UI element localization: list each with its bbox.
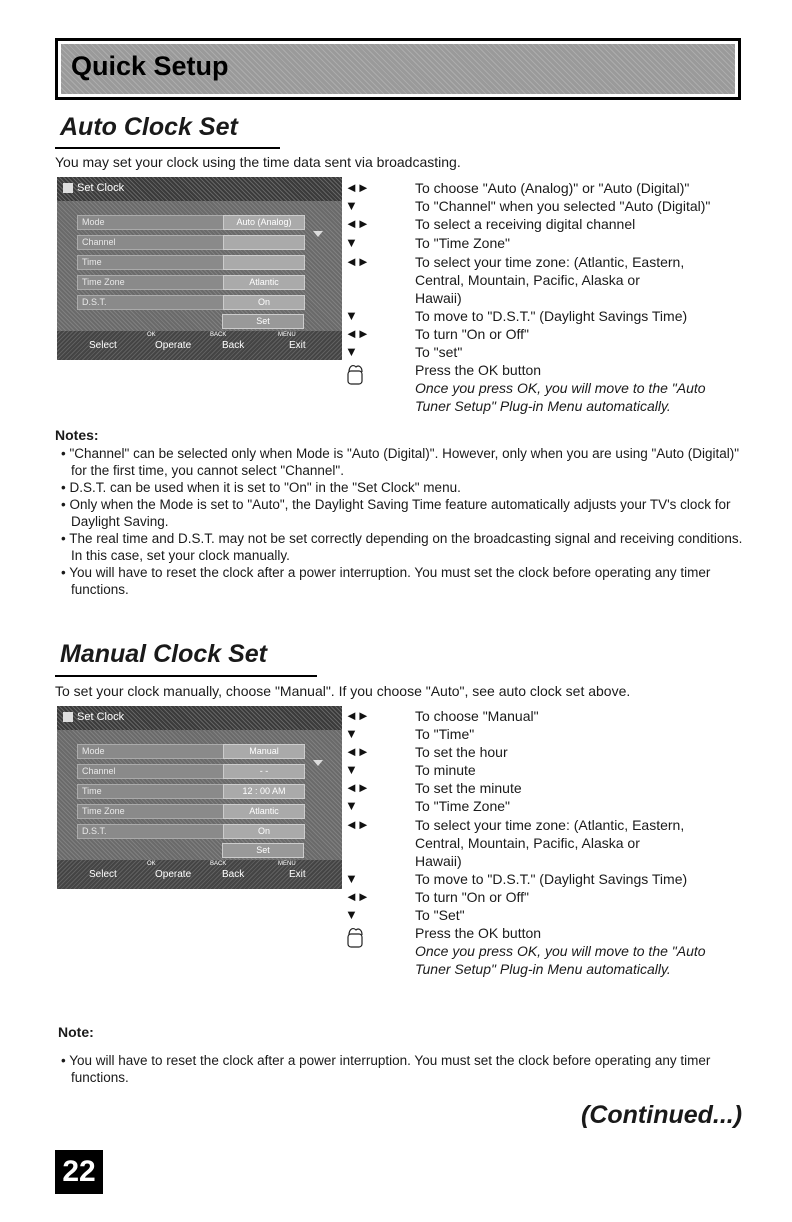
exit-hint: Exit — [289, 340, 306, 351]
step-text: To select your time zone: (Atlantic, Eastern, — [415, 254, 685, 270]
osd-row-label: Channel — [82, 237, 116, 247]
osd-menu-row[interactable] — [77, 824, 289, 839]
osd-row-label: Mode — [82, 746, 105, 756]
manual-steps — [345, 708, 775, 979]
step-row — [345, 744, 775, 761]
left-right-arrow-icon: ◄► — [345, 744, 369, 759]
osd-row-value: Atlantic — [223, 804, 305, 819]
step-row — [345, 254, 775, 271]
osd-body — [57, 730, 342, 860]
osd-menu-row[interactable] — [77, 275, 289, 290]
osd-body — [57, 201, 342, 331]
step-row — [345, 907, 775, 924]
step-row — [345, 853, 775, 870]
note-item: • D.S.T. can be used when it is set to "On" in the "Set Clock" menu. — [61, 480, 461, 495]
osd-menu-row[interactable] — [77, 784, 289, 799]
osd-row-value: On — [223, 824, 305, 839]
step-text: Once you press OK, you will move to the "Auto — [415, 943, 706, 959]
left-right-arrow-icon: ◄► — [345, 889, 369, 904]
note-item: • Only when the Mode is set to "Auto", the Daylight Saving Time feature automatically adjusts your TV's clock for Daylight Saving. — [61, 497, 731, 529]
osd-row-value: Atlantic — [223, 275, 305, 290]
step-row — [345, 326, 775, 343]
left-right-arrow-icon: ◄► — [345, 708, 369, 723]
step-row — [345, 180, 775, 197]
step-row — [345, 871, 775, 888]
step-text: To choose "Auto (Analog)" or "Auto (Digital)" — [415, 180, 690, 196]
step-text: To set the hour — [415, 744, 508, 760]
step-row — [345, 726, 775, 743]
step-row — [345, 272, 775, 289]
step-text: Tuner Setup" Plug-in Menu automatically. — [415, 961, 671, 977]
osd-menu-row[interactable] — [77, 295, 289, 310]
step-text: Hawaii) — [415, 853, 462, 869]
manual-notes-heading: Note: — [58, 1024, 94, 1040]
continued-label: (Continued...) — [581, 1101, 743, 1129]
step-row — [345, 943, 775, 960]
down-arrow-icon: ▼ — [345, 726, 357, 741]
osd-row-value: - - — [223, 764, 305, 779]
step-text: Central, Mountain, Pacific, Alaska or — [415, 835, 640, 851]
manual-notes — [55, 1052, 745, 1086]
down-arrow-icon: ▼ — [345, 198, 357, 213]
scroll-down-icon — [313, 760, 323, 766]
down-arrow-icon: ▼ — [345, 907, 357, 922]
left-right-arrow-icon: ◄► — [345, 780, 369, 795]
osd-row-label: Mode — [82, 217, 105, 227]
osd-menu-row[interactable] — [77, 255, 289, 270]
step-text: To turn "On or Off" — [415, 326, 529, 342]
osd-row-value — [223, 235, 305, 250]
osd-row-label: Time Zone — [82, 806, 125, 816]
left-right-arrow-icon: ◄► — [345, 254, 369, 269]
osd-menu-row[interactable] — [77, 764, 289, 779]
step-text: To move to "D.S.T." (Daylight Savings Time) — [415, 871, 688, 887]
osd-header — [57, 706, 342, 730]
auto-set-clock-screen — [57, 177, 342, 360]
step-text: To "set" — [415, 344, 463, 360]
osd-menu-row[interactable] — [77, 235, 289, 250]
clock-menu-icon — [63, 183, 73, 193]
back-hint: Back — [222, 340, 245, 351]
osd-row-label: D.S.T. — [82, 297, 107, 307]
left-right-arrow-icon: ◄► — [345, 180, 369, 195]
note-item: • You will have to reset the clock after a power interruption. You must set the clock before operating any timer functions. — [61, 1053, 711, 1085]
down-arrow-icon: ▼ — [345, 308, 357, 323]
step-row — [345, 889, 775, 906]
step-row — [345, 308, 775, 325]
section-rule — [55, 147, 280, 149]
step-row — [345, 835, 775, 852]
osd-row-label: Time — [82, 786, 102, 796]
select-hint: Select — [89, 869, 117, 880]
step-row — [345, 362, 775, 379]
back-key-key-label: BACK — [210, 332, 227, 338]
down-arrow-icon: ▼ — [345, 798, 357, 813]
step-row — [345, 290, 775, 307]
header-banner — [55, 38, 741, 100]
menu-key-key-label: MENU — [278, 332, 296, 338]
page-number: 22 — [55, 1150, 103, 1194]
step-text: To select a receiving digital channel — [415, 216, 636, 232]
scroll-down-icon — [313, 231, 323, 237]
auto-notes — [55, 445, 745, 598]
osd-footer — [57, 860, 342, 889]
osd-menu-row[interactable] — [77, 215, 292, 230]
step-text: To choose "Manual" — [415, 708, 539, 724]
down-arrow-icon: ▼ — [345, 344, 357, 359]
osd-row-value: 12 : 00 AM — [223, 784, 305, 799]
step-row — [345, 198, 775, 215]
step-row — [345, 925, 775, 942]
down-arrow-icon: ▼ — [345, 235, 357, 250]
note-item: • You will have to reset the clock after a power interruption. You must set the clock before operating any timer functions. — [61, 565, 711, 597]
osd-row-label: Channel — [82, 766, 116, 776]
step-text: Press the OK button — [415, 362, 542, 378]
manual-set-clock-screen — [57, 706, 342, 889]
auto-steps — [345, 180, 775, 416]
osd-header — [57, 177, 342, 201]
osd-title: Set Clock — [77, 711, 125, 723]
step-text: To set the minute — [415, 780, 522, 796]
osd-title: Set Clock — [77, 182, 125, 194]
ok-key-label: OK — [147, 332, 156, 338]
osd-row-value — [223, 255, 305, 270]
osd-footer — [57, 331, 342, 360]
step-text: To "Time Zone" — [415, 798, 511, 814]
step-text: To "Set" — [415, 907, 465, 923]
osd-row-value: Auto (Analog) — [223, 215, 305, 230]
step-row — [345, 235, 775, 252]
operate-hint: Operate — [155, 340, 192, 351]
step-text: Hawaii) — [415, 290, 462, 306]
down-arrow-icon: ▼ — [345, 762, 357, 777]
step-text: To "Time Zone" — [415, 235, 511, 251]
exit-hint: Exit — [289, 869, 306, 880]
operate-hint: Operate — [155, 869, 192, 880]
step-text: To select your time zone: (Atlantic, Eastern, — [415, 817, 685, 833]
note-item: • The real time and D.S.T. may not be set correctly depending on the broadcasting signal and receiving conditions. In this case, set your clock manually. — [61, 531, 743, 563]
step-row — [345, 344, 775, 361]
down-arrow-icon: ▼ — [345, 871, 357, 886]
step-text: Central, Mountain, Pacific, Alaska or — [415, 272, 640, 288]
step-text: Press the OK button — [415, 925, 542, 941]
manual-intro: To set your clock manually, choose "Manual". If you choose "Auto", see auto clock set above. — [55, 683, 631, 699]
section-title-auto: Auto Clock Set — [60, 113, 238, 141]
step-text: Tuner Setup" Plug-in Menu automatically. — [415, 398, 671, 414]
step-row — [345, 798, 775, 815]
osd-row-label: Time Zone — [82, 277, 125, 287]
osd-row-label: Time — [82, 257, 102, 267]
auto-notes-heading: Notes: — [55, 427, 99, 443]
step-text: To "Channel" when you selected "Auto (Digital)" — [415, 198, 711, 214]
step-text: To minute — [415, 762, 476, 778]
osd-row-label: D.S.T. — [82, 826, 107, 836]
page-title: Quick Setup — [71, 51, 229, 81]
step-text: To turn "On or Off" — [415, 889, 529, 905]
section-title-manual: Manual Clock Set — [60, 640, 267, 668]
note-item: • "Channel" can be selected only when Mode is "Auto (Digital)". However, only when you are using "Auto (Digital)" for the first time, you cannot select "Channel". — [61, 446, 740, 478]
osd-set-button[interactable]: Set — [222, 843, 304, 858]
step-row — [345, 216, 775, 233]
osd-row-value: On — [223, 295, 305, 310]
step-row — [345, 708, 775, 725]
section-rule — [55, 675, 317, 677]
left-right-arrow-icon: ◄► — [345, 216, 369, 231]
osd-set-button[interactable]: Set — [222, 314, 304, 329]
step-row — [345, 380, 775, 397]
osd-menu-row[interactable] — [77, 744, 289, 759]
step-row — [345, 780, 775, 797]
step-row — [345, 398, 775, 415]
osd-menu-row[interactable] — [77, 804, 289, 819]
osd-row-value: Manual — [223, 744, 305, 759]
back-key-key-label: BACK — [210, 861, 227, 867]
auto-intro: You may set your clock using the time data sent via broadcasting. — [55, 154, 461, 170]
left-right-arrow-icon: ◄► — [345, 817, 369, 832]
menu-key-key-label: MENU — [278, 861, 296, 867]
step-text: Once you press OK, you will move to the "Auto — [415, 380, 706, 396]
step-text: To "Time" — [415, 726, 475, 742]
clock-menu-icon — [63, 712, 73, 722]
step-row — [345, 817, 775, 834]
ok-key-label: OK — [147, 861, 156, 867]
step-row — [345, 961, 775, 978]
select-hint: Select — [89, 340, 117, 351]
back-hint: Back — [222, 869, 245, 880]
step-row — [345, 762, 775, 779]
step-text: To move to "D.S.T." (Daylight Savings Time) — [415, 308, 688, 324]
left-right-arrow-icon: ◄► — [345, 326, 369, 341]
